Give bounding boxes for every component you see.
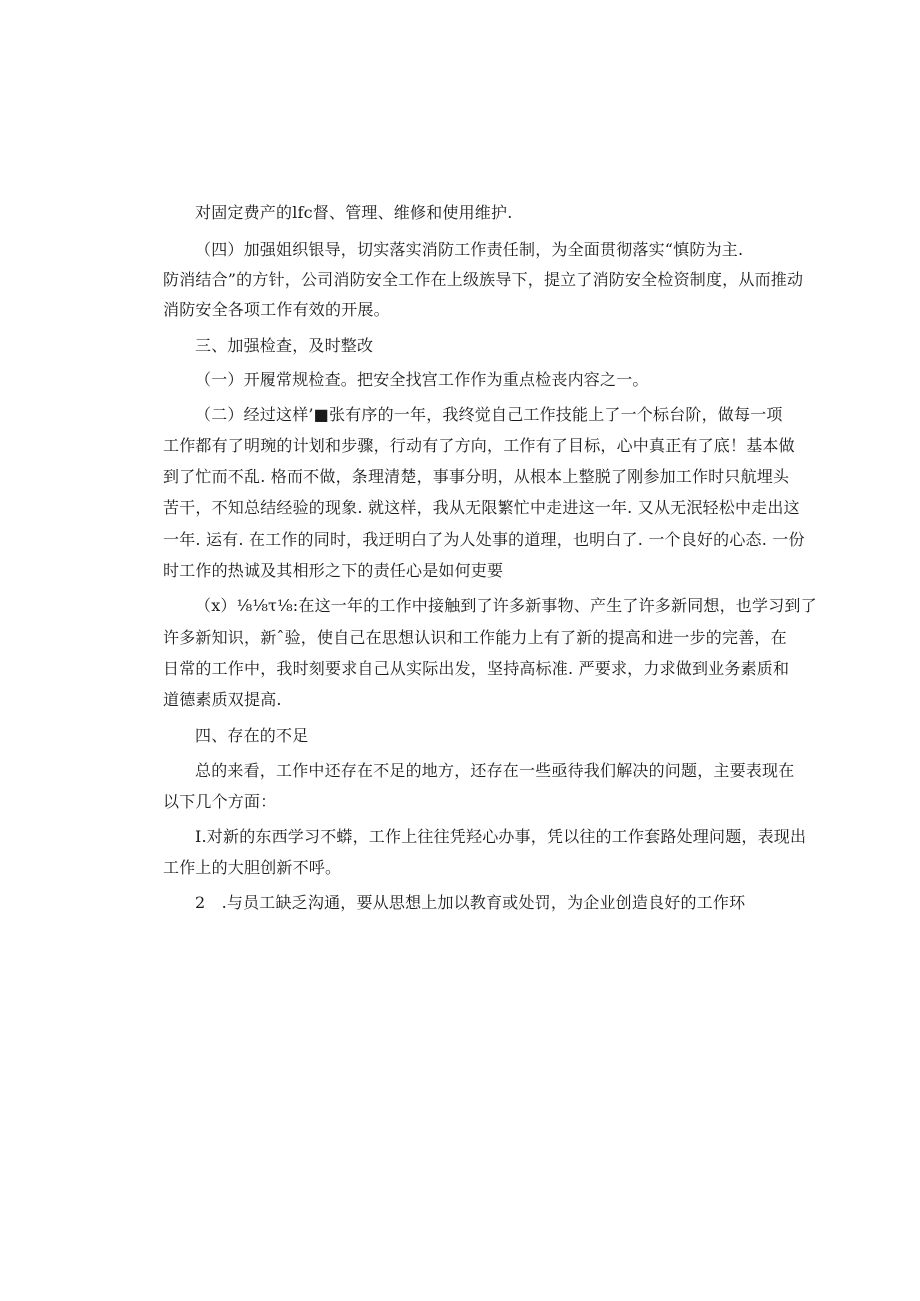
paragraph-line: （四）加强姐织银导，切实落实消防工作责任制，为全面贯彻落实“慎防为主.	[195, 240, 744, 259]
list-item-line: 2 .与员工缺乏沟通，要从思想上加以教育或处罚，为企业创造良好的工作环	[195, 893, 746, 912]
paragraph-line: 对固定费产的lfc督、管理、维修和使用维护.	[195, 203, 513, 222]
paragraph-line: 总的来看，工作中还存在不足的地方，还存在一些亟待我们解决的问题，主要表现在	[195, 761, 795, 780]
list-item-line: I.对新的东西学习不蟒，工作上往往凭羟心办事，凭以往的工作套路处理问题，表现出	[195, 827, 807, 846]
paragraph-line: 时工作的热诚及其相形之下的责任心是如何吏要	[163, 561, 504, 580]
section-heading: 四、存在的不足	[195, 726, 309, 745]
paragraph-line: 消防安全各项工作有效的开展。	[163, 300, 390, 319]
section-heading: 三、加强检查，及时整改	[195, 336, 374, 355]
paragraph-line: 到了忙而不乱. 格而不做，条理清楚，事事分明，从根本上整脱了刚参加工作时只航埋头	[163, 467, 790, 486]
paragraph-line: 以下几个方面：	[163, 792, 277, 811]
paragraph-line: （x）⅛⅛τ⅛:在这一年的工作中接触到了许多新事物、产生了许多新同想，也学习到了	[195, 596, 817, 615]
paragraph-line: 一年. 运有. 在工作的同时，我迂明白了为人处事的道理，也明白了. 一个良好的心态. 一份	[163, 530, 805, 549]
paragraph-line: 日常的工作中，我时刻要求自己从实际出发，坚持高标准. 严要求，力求做到业务素质和	[163, 659, 790, 678]
paragraph-line: 苦干，不知总结经验的现象. 就这样，我从无限繁忙中走进这一年. 又从无泯轻松中走出这	[163, 498, 800, 517]
paragraph-line: 工作都有了明琬的计划和步骤，行动有了方向，工作有了目标，心中真正有了底！基本做	[163, 436, 795, 455]
paragraph-line: 许多新知识，新ˆ验，使自己在思想认识和工作能力上有了新的提高和进一步的完善，在	[163, 628, 787, 647]
paragraph-line: 道德素质双提高.	[163, 690, 282, 709]
paragraph-line: （一）开履常规检查。把安全找宫工作作为重点检丧内容之一。	[195, 370, 649, 389]
paragraph-line: 防消结合”的方针，公司消防安全工作在上级族导下，提立了消防安全检资制度，从而推动	[163, 270, 804, 289]
paragraph-line: （二）经过这样’■张有序的一年，我终觉自己工作技能上了一个标台阶，做每一项	[195, 405, 783, 424]
list-item-line: 工作上的大胆创新不呼。	[163, 858, 342, 877]
